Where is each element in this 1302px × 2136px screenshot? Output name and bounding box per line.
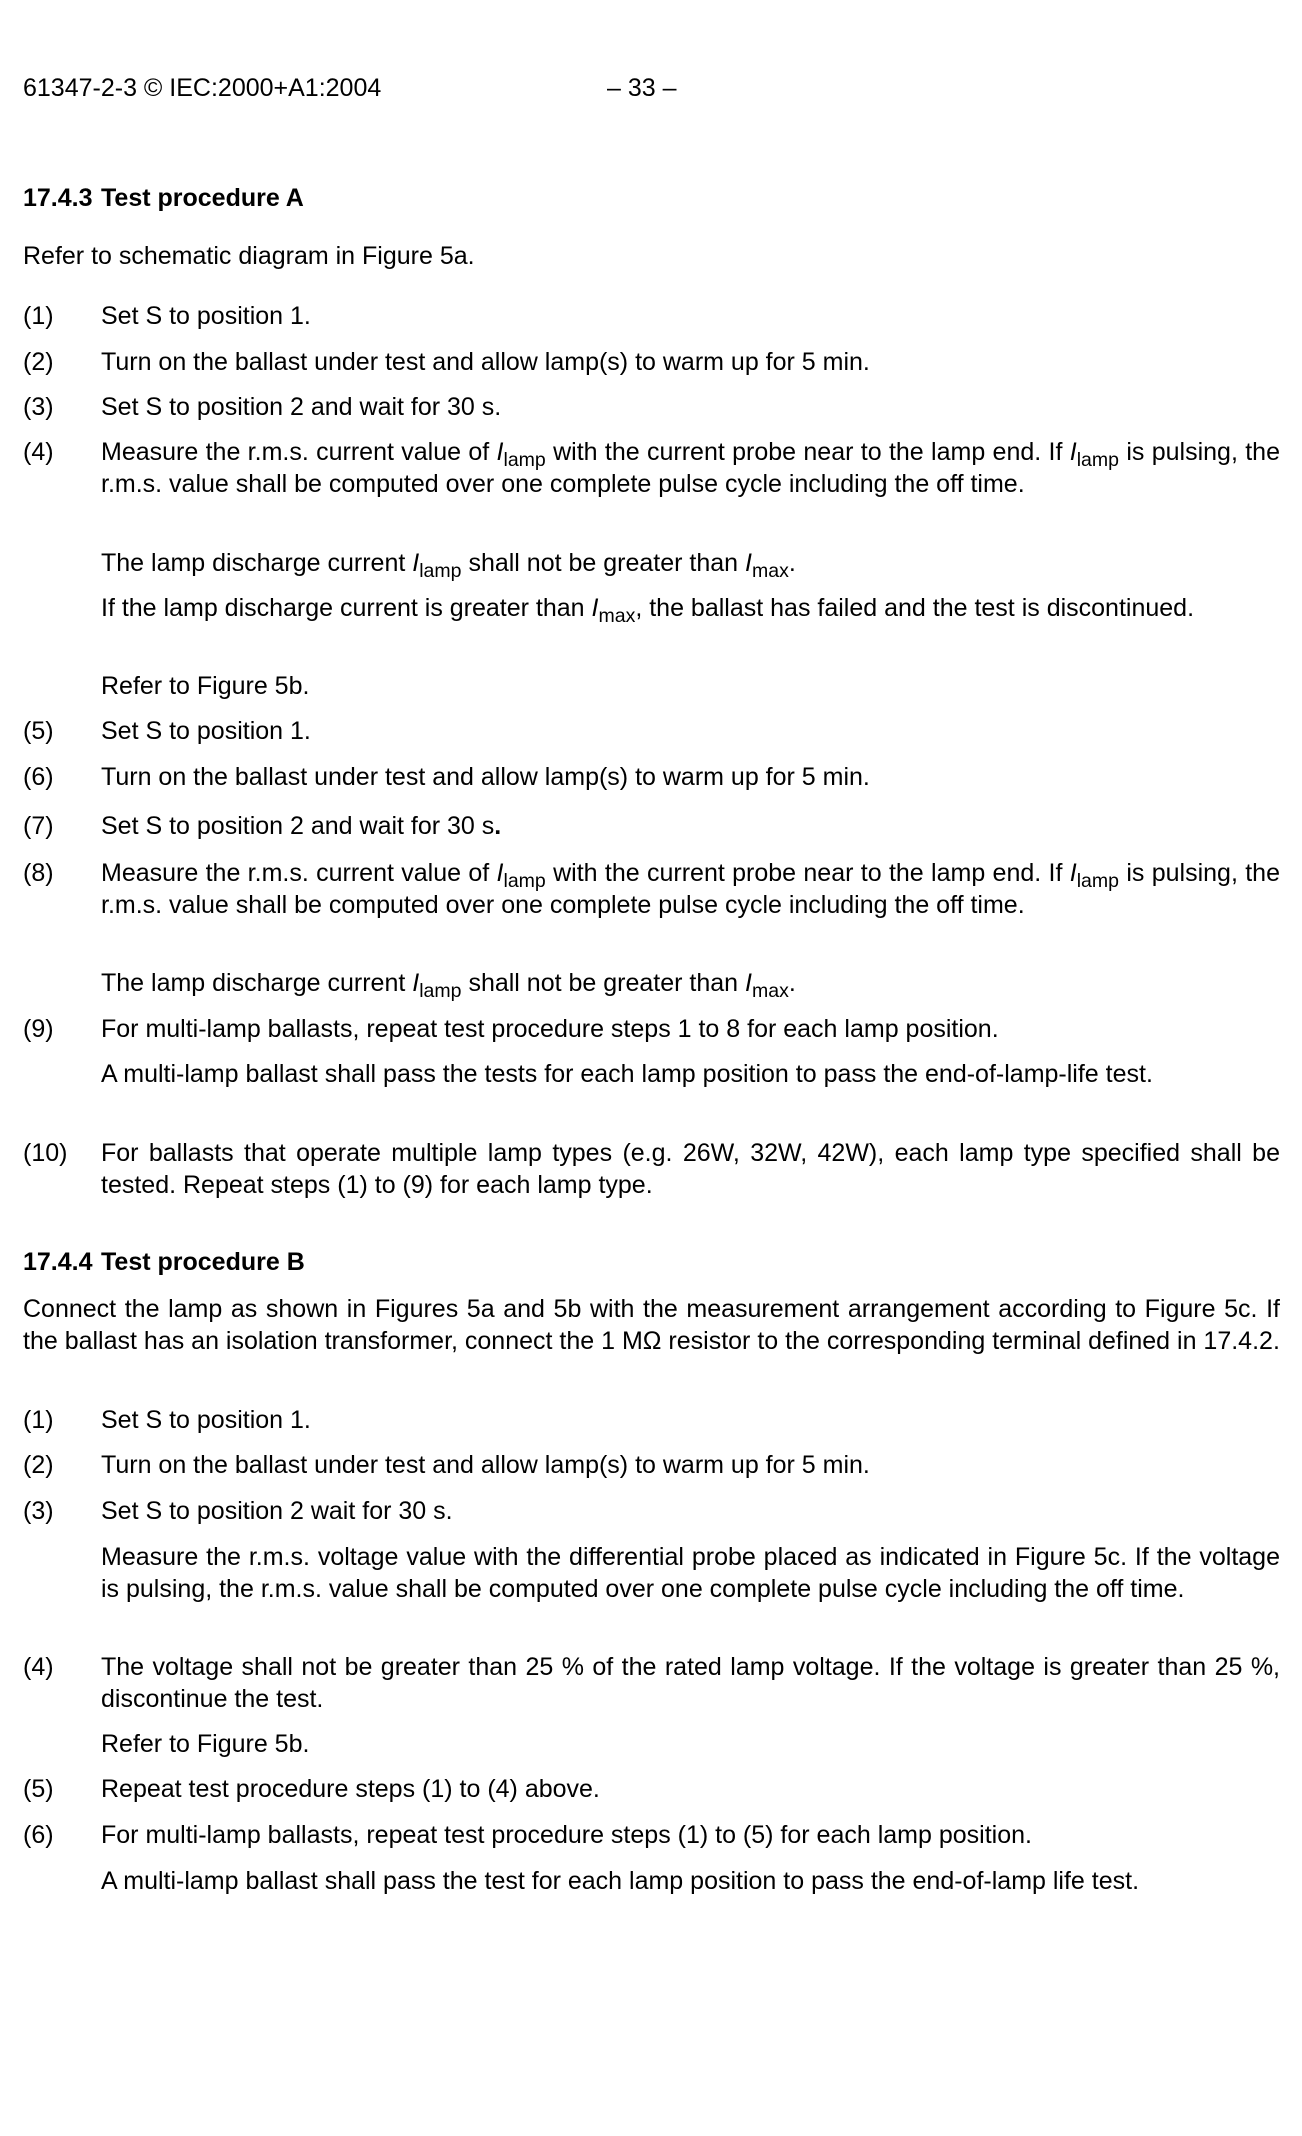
text-run: Measure the r.m.s. current value of xyxy=(101,438,497,466)
text-run: Turn on the ballast under test and allow lamp(s) to warm up for 5 min. xyxy=(101,348,870,376)
section-number: 17.4.4 xyxy=(23,1248,93,1276)
variable-lamp xyxy=(412,549,462,583)
step-note xyxy=(101,670,1280,702)
text-run: Measure the r.m.s. current value of xyxy=(101,859,497,887)
variable-lamp xyxy=(496,859,546,893)
section-heading xyxy=(23,182,1280,214)
text-run: A multi-lamp ballast shall pass the test for each lamp position to pass the end-of-lamp life test. xyxy=(101,1867,1140,1895)
variable-lamp xyxy=(496,438,546,472)
text-run: Refer to schematic diagram in Figure 5a. xyxy=(23,242,475,270)
step-text xyxy=(101,300,1280,332)
variable-subscript: lamp xyxy=(503,449,546,472)
step-text xyxy=(101,1773,1280,1805)
text-run: Turn on the ballast under test and allow lamp(s) to warm up for 5 min. xyxy=(101,763,870,791)
text-run: Refer to Figure 5b. xyxy=(101,672,310,700)
text-run: A multi-lamp ballast shall pass the tests for each lamp position to pass the end-of-lamp-life test. xyxy=(101,1060,1153,1088)
variable-symbol: I xyxy=(745,549,752,577)
variable-subscript: max xyxy=(751,560,789,583)
step-text xyxy=(101,436,1280,500)
step-number: (3) xyxy=(23,393,54,421)
text-run: Connect the lamp as shown in Figures 5a and 5b with the measurement arrangement according to Figure 5c. If the ballast has an isolation transformer, connect the 1 MΩ resistor to the corresponding terminal defined in 17.4.2. xyxy=(23,1295,1280,1355)
variable-subscript: lamp xyxy=(503,870,546,893)
step-number: (2) xyxy=(23,348,54,376)
text-run: is pulsing, the r.m.s. value shall be computed over one complete pulse cycle including the off time. xyxy=(101,438,1280,498)
paragraph xyxy=(23,240,1280,272)
step-number: (10) xyxy=(23,1139,68,1167)
variable-lamp xyxy=(1069,859,1119,893)
text-run: For multi-lamp ballasts, repeat test procedure steps (1) to (5) for each lamp position. xyxy=(101,1821,1032,1849)
variable-symbol: I xyxy=(745,969,752,997)
step-number: (6) xyxy=(23,763,54,791)
step-number: (5) xyxy=(23,717,54,745)
step-number: (3) xyxy=(23,1497,54,1525)
variable-subscript: max xyxy=(598,605,636,628)
step-note xyxy=(101,967,1280,1003)
section-title: Test procedure B xyxy=(101,1248,305,1276)
section-heading xyxy=(23,1246,1280,1278)
variable-subscript: lamp xyxy=(1076,449,1119,472)
step-number: (8) xyxy=(23,859,54,887)
step-text xyxy=(101,1404,1280,1436)
variable-lamp xyxy=(1069,438,1119,472)
step-number: (7) xyxy=(23,812,54,840)
step-note xyxy=(101,1541,1280,1605)
step-text xyxy=(101,857,1280,921)
step-text xyxy=(101,1137,1280,1201)
step-number: (9) xyxy=(23,1015,54,1043)
document-id: 61347-2-3 © IEC:2000+A1:2004 xyxy=(23,74,382,102)
variable-subscript: lamp xyxy=(419,980,462,1003)
text-run: Set S to position 2 and wait for 30 s. xyxy=(101,393,502,421)
step-number: (1) xyxy=(23,1406,54,1434)
text-run: Repeat test procedure steps (1) to (4) above. xyxy=(101,1775,600,1803)
text-run: shall not be greater than xyxy=(461,969,746,997)
section-number: 17.4.3 xyxy=(23,184,93,212)
step-text xyxy=(101,715,1280,747)
page-number: – 33 – xyxy=(607,74,677,102)
variable-symbol: I xyxy=(1069,438,1077,466)
step-number: (2) xyxy=(23,1451,54,1479)
variable-subscript: lamp xyxy=(419,560,462,583)
variable-subscript: lamp xyxy=(1076,870,1119,893)
step-text xyxy=(101,1819,1280,1851)
step-note xyxy=(101,547,1280,583)
variable-symbol: I xyxy=(1069,859,1077,887)
step-note xyxy=(101,1058,1280,1090)
variable-symbol: I xyxy=(412,969,420,997)
step-number: (1) xyxy=(23,302,54,330)
text-run: The voltage shall not be greater than 25 % of the rated lamp voltage. If the voltage is greater than 25 %, discontinue the test. xyxy=(101,1653,1280,1713)
step-number: (5) xyxy=(23,1775,54,1803)
text-run: with the current probe near to the lamp end. If xyxy=(545,859,1070,887)
step-text xyxy=(101,1651,1280,1715)
step-text xyxy=(101,346,1280,378)
step-note xyxy=(101,1728,1280,1760)
text-run: The lamp discharge current xyxy=(101,969,413,997)
variable-symbol: I xyxy=(591,594,599,622)
text-run: For multi-lamp ballasts, repeat test procedure steps 1 to 8 for each lamp position. xyxy=(101,1015,999,1043)
text-run: Set S to position 2 wait for 30 s. xyxy=(101,1497,453,1525)
step-text xyxy=(101,1013,1280,1045)
variable-max xyxy=(591,594,636,628)
text-run: For ballasts that operate multiple lamp types (e.g. 26W, 32W, 42W), each lamp type specified shall be tested. Repeat steps (1) to (9) for each lamp type. xyxy=(101,1139,1280,1199)
step-number: (6) xyxy=(23,1821,54,1849)
text-run: . xyxy=(788,969,796,997)
variable-symbol: I xyxy=(412,549,420,577)
text-run: . xyxy=(788,549,796,577)
text-run: is pulsing, the r.m.s. value shall be computed over one complete pulse cycle including the off time. xyxy=(101,859,1280,919)
variable-subscript: max xyxy=(751,980,789,1003)
step-number: (4) xyxy=(23,438,54,466)
text-run: The lamp discharge current xyxy=(101,549,413,577)
section-title: Test procedure A xyxy=(101,184,304,212)
text-run: Set S to position 2 and wait for 30 s xyxy=(101,812,495,840)
step-text xyxy=(101,761,1280,793)
text-run: Set S to position 1. xyxy=(101,302,311,330)
step-note xyxy=(101,592,1280,628)
text-run: shall not be greater than xyxy=(461,549,746,577)
text-run: If the lamp discharge current is greater than xyxy=(101,594,592,622)
text-run: Turn on the ballast under test and allow lamp(s) to warm up for 5 min. xyxy=(101,1451,870,1479)
step-number: (4) xyxy=(23,1653,54,1681)
text-run: Set S to position 1. xyxy=(101,717,311,745)
text-run-bold: . xyxy=(494,812,502,840)
text-run: Refer to Figure 5b. xyxy=(101,1730,310,1758)
text-run: Set S to position 1. xyxy=(101,1406,311,1434)
variable-lamp xyxy=(412,969,462,1003)
step-note xyxy=(101,1865,1280,1897)
paragraph xyxy=(23,1293,1280,1357)
step-text xyxy=(101,391,1280,423)
text-run: , the ballast has failed and the test is discontinued. xyxy=(635,594,1195,622)
step-text xyxy=(101,1495,1280,1527)
step-text xyxy=(101,810,1280,842)
variable-symbol: I xyxy=(496,859,504,887)
step-text xyxy=(101,1449,1280,1481)
text-run: Measure the r.m.s. voltage value with the differential probe placed as indicated in Figure 5c. If the voltage is pulsing, the r.m.s. value shall be computed over one complete pulse cycle including the off time. xyxy=(101,1543,1280,1603)
text-run: with the current probe near to the lamp end. If xyxy=(545,438,1070,466)
variable-max xyxy=(745,969,789,1003)
variable-symbol: I xyxy=(496,438,504,466)
variable-max xyxy=(745,549,789,583)
